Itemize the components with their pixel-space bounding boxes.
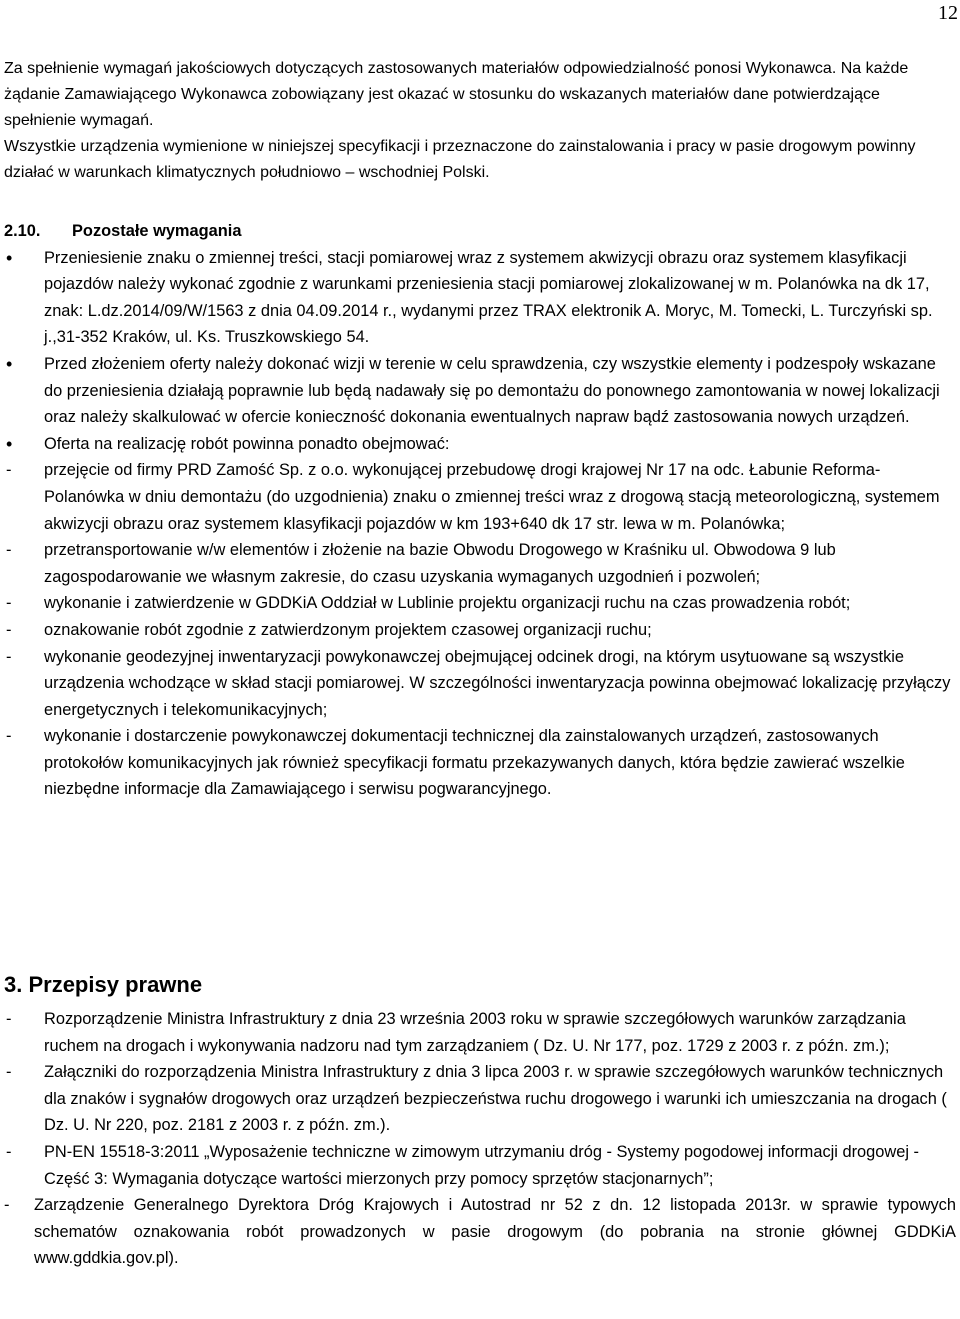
bullet-item <box>4 431 956 458</box>
dash-item <box>4 457 956 537</box>
bullet-icon: • <box>6 433 13 454</box>
bullet-item <box>4 351 956 431</box>
dash-marker: - <box>4 1196 10 1215</box>
bullet-text: Oferta na realizację robót powinna ponadto obejmować: <box>44 434 450 453</box>
dash-text: przejęcie od firmy PRD Zamość Sp. z o.o. wykonującej przebudowę drogi krajowej Nr 17 na odc. Łabunie Reforma-Polanówka w dniu demontażu (do uzgodnienia) znaku o zmiennej treści wraz z drogową stacją meteorologiczną, systemem akwizycji obrazu oraz systemem klasyfikacji pojazdów w km 193+640 dk 17 str. lewa w m. Polanówka; <box>44 461 940 533</box>
intro-text <box>4 56 956 186</box>
page-number: 12 <box>938 2 958 24</box>
dash-text: wykonanie i dostarczenie powykonawczej dokumentacji technicznej dla zainstalowanych urządzeń, zastosowanych protokołów komunikacyjnych jak również specyfikacji formatu przekazywanych danych, która będzie zawierać wszelkie niezbędne informacje dla Zamawiającego i serwisu pogwarancyjnego. <box>44 727 905 799</box>
dash-text: oznakowanie robót zgodnie z zatwierdzonym projektem czasowej organizacji ruchu; <box>44 620 652 639</box>
dash-text: wykonanie i zatwierdzenie w GDDKiA Oddział w Lublinie projektu organizacji ruchu na czas prowadzenia robót; <box>44 594 851 613</box>
regulation-item <box>4 1192 956 1272</box>
dash-marker: - <box>6 1010 12 1028</box>
bullet-item <box>4 245 956 351</box>
dash-marker: - <box>6 1142 12 1161</box>
dash-marker: - <box>6 461 12 480</box>
dash-item <box>4 617 956 644</box>
regulation-item <box>4 1006 956 1059</box>
regulation-item <box>4 1139 956 1192</box>
bullet-icon: • <box>6 353 13 374</box>
regulation-text: Załączniki do rozporządzenia Ministra Infrastruktury z dnia 3 lipca 2003 r. w sprawie szczegółowych warunków technicznych dla znaków i sygnałów drogowych oraz urządzeń bezpieczeństwa ruchu drogowego i warunki ich umieszczania na drogach ( Dz. U. Nr 220, poz. 2181 z 2003 r. z późn. zm.). <box>44 1063 947 1135</box>
dash-marker: - <box>6 1063 12 1082</box>
section-heading <box>4 218 956 245</box>
dash-text: wykonanie geodezyjnej inwentaryzacji powykonawczej obejmującej odcinek drogi, na którym usytuowane są wszystkie urządzenia wchodzące w skład stacji pomiarowej. W szczególności inwentaryzacja powinna obejmować lokalizację przyłączy energetycznych i telekomunikacyjnych; <box>44 647 951 719</box>
section-legal-regulations <box>4 968 956 1272</box>
section-other-requirements <box>4 218 956 803</box>
bullet-text: Przeniesienie znaku o zmiennej treści, stacji pomiarowej wraz z systemem akwizycji obrazu oraz systemem klasyfikacji pojazdów należy wykonać zgodnie z warunkami przeniesienia stacji pomiarowej zlokalizowanej w m. Polanówka na dk 17, znak: L.dz.2014/09/W/1563 z dnia 04.09.2014 r., wydanymi przez TRAX elektronik A. Moryc, M. Tomecki, L. Turczyński sp. j.,31-352 Kraków, ul. Ks. Truszkowskiego 54. <box>44 248 933 347</box>
bullet-text: Przed złożeniem oferty należy dokonać wizji w terenie w celu sprawdzenia, czy wszystkie elementy i podzespoły wskazane do przeniesienia działają poprawnie lub będą nadawały się po demontażu do ponownego zamontowania w nowej lokalizacji oraz należy skalkulować w ofercie konieczność dokonania ewentualnych napraw bądź zastosowania nowych urządzeń. <box>44 354 940 427</box>
regulation-text: Zarządzenie Generalnego Dyrektora Dróg Krajowych i Autostrad nr 52 z dn. 12 listopada 2013r. w sprawie typowych schematów oznakowania robót prowadzonych w pasie drogowym (do pobrania na stronie głównej GDDKiA www.gddkia.gov.pl). <box>34 1196 956 1268</box>
regulation-item <box>4 1059 956 1139</box>
dash-marker: - <box>6 594 12 613</box>
regulation-text: PN-EN 15518-3:2011 „Wyposażenie techniczne w zimowym utrzymaniu dróg - Systemy pogodowej informacji drogowej - Część 3: Wymagania dotyczące wartości mierzonych przy pomocy sprzętów stacjonarnych”; <box>44 1142 920 1188</box>
dash-marker: - <box>6 620 12 639</box>
section-title: 3. Przepisy prawne <box>4 972 203 997</box>
dash-item <box>4 723 956 803</box>
intro-paragraph-quality: Za spełnienie wymagań jakościowych dotyczących zastosowanych materiałów odpowiedzialność ponosi Wykonawca. Na każde żądanie Zamawiającego Wykonawca zobowiązany jest okazać w stosunku do wskazanych materiałów dane potwierdzające spełnienie wymagań. <box>4 60 909 129</box>
dash-item <box>4 537 956 590</box>
dash-item <box>4 590 956 617</box>
intro-paragraph-climate: Wszystkie urządzenia wymienione w niniejszej specyfikacji i przeznaczone do zainstalowania i pracy w pasie drogowym powinny działać w warunkach klimatycznych południowo – wschodniej Polski. <box>4 137 916 181</box>
regulation-text: Rozporządzenie Ministra Infrastruktury z dnia 23 września 2003 roku w sprawie szczegółowych warunków zarządzania ruchem na drogach i wykonywania nadzoru nad tym zarządzaniem ( Dz. U. Nr 177, poz. 1729 z 2003 r. z późn. zm.); <box>44 1010 906 1055</box>
dash-text: przetransportowanie w/w elementów i złożenie na bazie Obwodu Drogowego w Kraśniku ul. Obwodowa 9 lub zagospodarowanie we własnym zakresie, do czasu uzyskania wymaganych uzgodnień i pozwoleń; <box>44 541 836 586</box>
section-number: 2.10. <box>4 222 41 240</box>
bullet-icon: • <box>6 247 13 268</box>
section-title: Pozostałe wymagania <box>72 222 242 240</box>
dash-marker: - <box>6 647 12 666</box>
dash-marker: - <box>6 541 12 560</box>
dash-marker: - <box>6 727 12 746</box>
dash-item <box>4 644 956 724</box>
